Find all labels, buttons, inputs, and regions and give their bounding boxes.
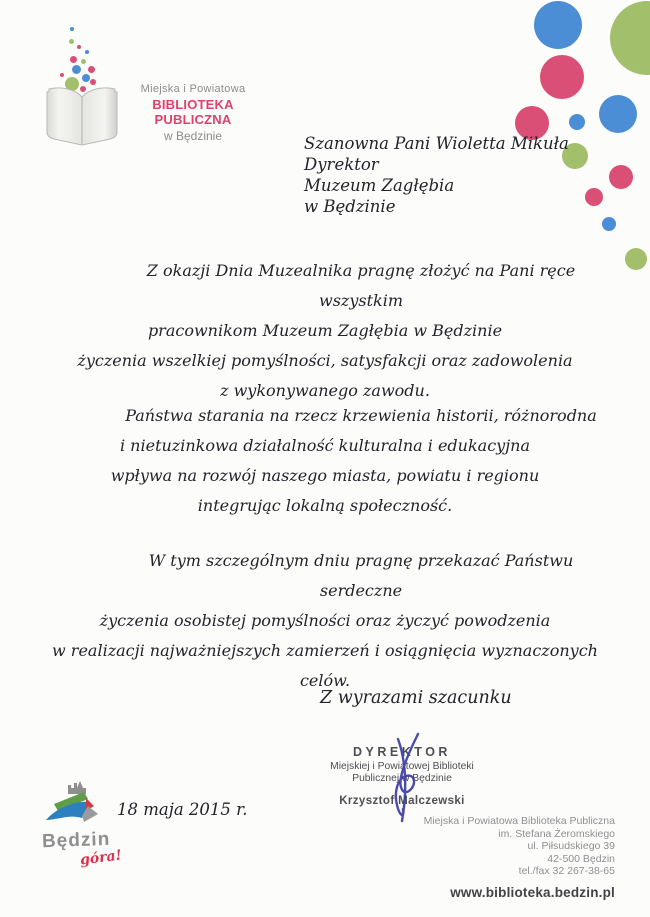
paragraph-2: [40, 401, 610, 521]
paragraph-line: życzenia wszelkiej pomyślności, satysfakcji oraz zadowolenia: [77, 351, 573, 370]
handwritten-signature: [378, 731, 436, 825]
library-logo-text: [116, 83, 270, 143]
pink-dot: [60, 73, 64, 77]
blue-dot: [602, 217, 616, 231]
blue-dot: [70, 27, 74, 31]
recipient-block: [304, 133, 569, 217]
stamp-org-line2: Publicznej w Będzinie: [352, 772, 452, 784]
library-logo-city: w Będzinie: [163, 129, 223, 143]
footer-address-block: [424, 815, 615, 900]
footer-street: ul. Piłsudskiego 39: [527, 840, 615, 852]
pink-dot: [540, 55, 584, 99]
stamp-title: DYREKTOR: [353, 745, 451, 759]
library-logo-name: BIBLIOTEKA PUBLICZNA: [152, 97, 234, 127]
bedzin-hill-castle-icon: [42, 778, 106, 832]
green-dot: [625, 248, 647, 270]
recipient-role: Dyrektor: [304, 155, 379, 174]
green-dot: [610, 1, 650, 75]
pink-dot: [70, 56, 77, 63]
city-logo-name: Będzin: [41, 828, 111, 853]
recipient-institution: Muzeum Zagłębia: [304, 176, 455, 195]
letter-date: 18 maja 2015 r.: [117, 800, 248, 819]
open-book-icon: [45, 80, 119, 146]
paragraph-line: Z okazji Dnia Muzealnika pragnę złożyć na Pani ręce wszystkim: [146, 261, 576, 310]
bedzin-city-logo: [41, 778, 132, 869]
footer-org-name: Miejska i Powiatowa Biblioteka Publiczna: [423, 815, 615, 827]
blue-dot: [85, 50, 89, 54]
library-logo-line1: Miejska i Powiatowa: [140, 83, 246, 95]
paragraph-line: celów.: [299, 671, 351, 690]
pink-dot: [88, 66, 95, 73]
city-logo-tagline: góra!: [79, 847, 123, 869]
paragraph-3: [40, 546, 610, 696]
paragraph-line: życzenia osobistej pomyślności oraz życzyć powodzenia: [99, 611, 551, 630]
blue-dot: [569, 114, 585, 130]
blue-dot: [534, 1, 582, 49]
recipient-city: w Będzinie: [304, 197, 396, 216]
paragraph-line: pracownikom Muzeum Zagłębia w Będzinie: [147, 321, 503, 340]
recipient-name: Szanowna Pani Wioletta Mikuła: [304, 134, 569, 153]
paragraph-line: w realizacji najważniejszych zamierzeń i osiągnięcia wyznaczonych: [52, 641, 598, 660]
stamp-director-name: Krzysztof Malczewski: [339, 795, 465, 807]
footer-postal-city: 42-500 Będzin: [547, 852, 615, 865]
paragraph-line: integrując lokalną społeczność.: [197, 496, 453, 515]
pink-dot: [609, 165, 633, 189]
stamp-org-line1: Miejskiej i Powiatowej Biblioteki: [330, 761, 474, 772]
paragraph-line: W tym szczególnym dniu pragnę przekazać Państwu serdeczne: [148, 551, 574, 600]
footer-patron: im. Stefana Żeromskiego: [498, 827, 615, 840]
blue-dot: [599, 95, 637, 133]
footer-website: www.biblioteka.bedzin.pl: [450, 884, 615, 900]
footer-phone: tel./fax 32 267-38-65: [518, 865, 615, 877]
pink-dot: [585, 188, 603, 206]
paragraph-line: Państwa starania na rzecz krzewienia historii, różnorodna: [125, 406, 597, 425]
closing-salutation: Z wyrazami szacunku: [320, 688, 512, 708]
pink-dot: [77, 45, 81, 49]
paragraph-line: z wykonywanego zawodu.: [220, 381, 430, 400]
blue-dot: [72, 65, 81, 74]
green-dot: [81, 59, 86, 64]
green-dot: [69, 39, 74, 44]
paragraph-line: wpływa na rozwój naszego miasta, powiatu i regionu: [110, 466, 540, 485]
paragraph-1: [40, 256, 610, 406]
paragraph-line: i nietuzinkowa działalność kulturalna i edukacyjna: [119, 436, 531, 455]
